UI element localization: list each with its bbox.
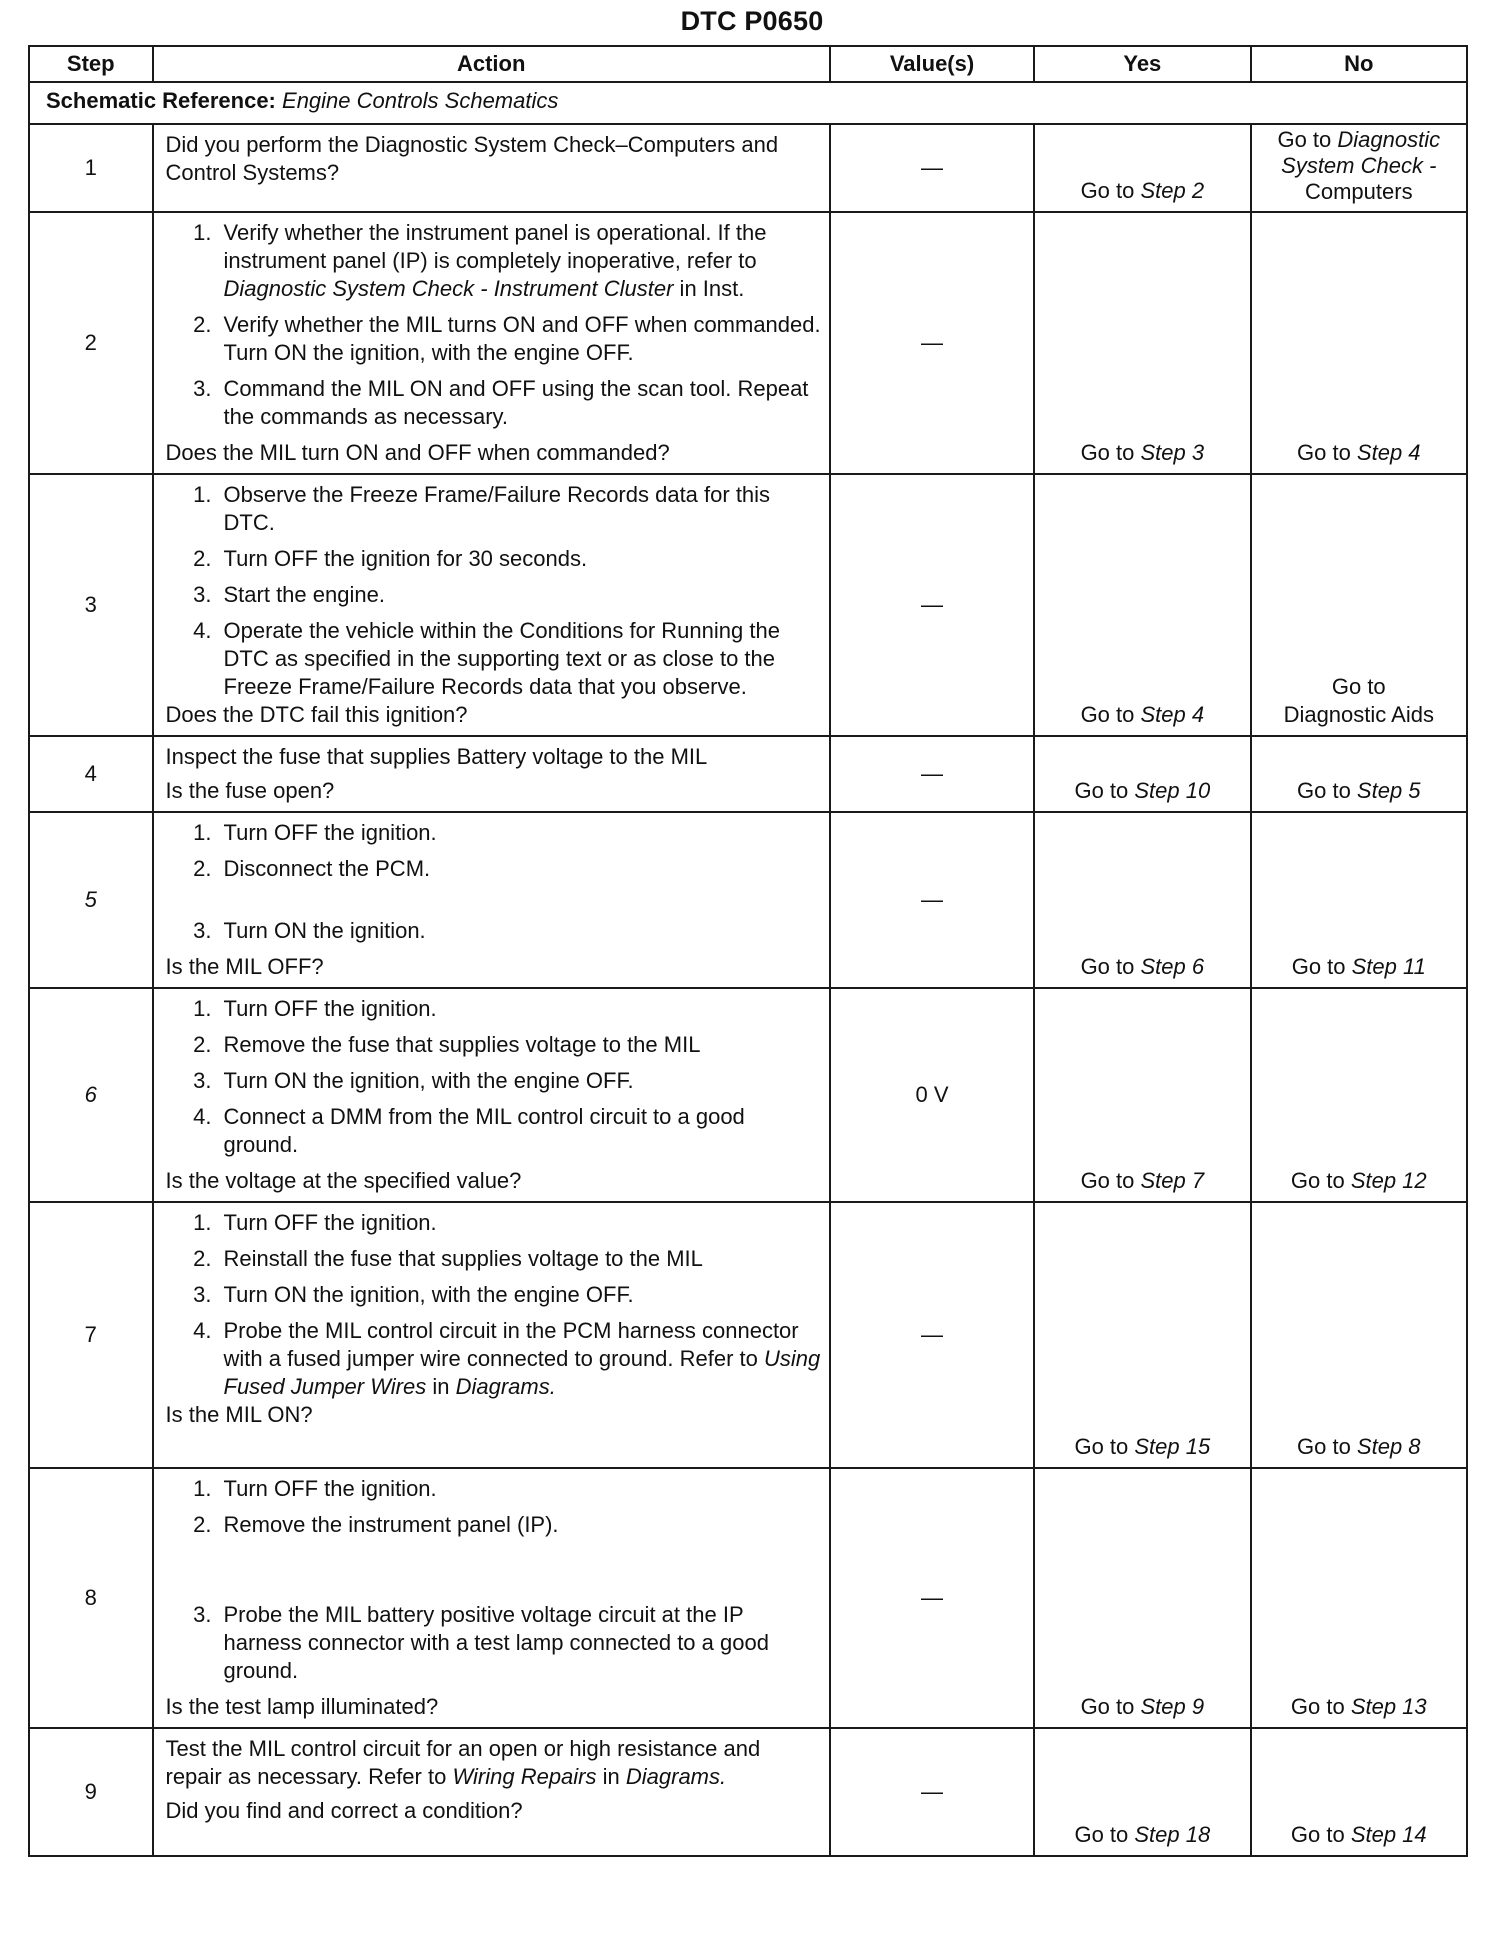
action-steps <box>166 1209 821 1401</box>
no-link[interactable]: Step 13 <box>1350 1694 1427 1719</box>
action-step-number: 4. <box>193 1104 212 1129</box>
table-row <box>29 736 1467 812</box>
action-step-text: Probe the MIL control circuit in the PCM harness connector with a fused jumper wire connected to ground. Refer to Using Fused Jumper Wires in Diagrams. <box>223 1318 821 1399</box>
action-step <box>166 995 821 1023</box>
action-cell <box>153 812 830 988</box>
action-step-text: Turn OFF the ignition. <box>223 1210 437 1235</box>
value-cell: — <box>830 124 1034 212</box>
value-cell: 0 V <box>830 988 1034 1202</box>
action-step-text: Turn OFF the ignition for 30 seconds. <box>223 546 588 571</box>
action-step-number: 3. <box>193 1282 212 1307</box>
no-prefix: Go to <box>1297 440 1357 465</box>
action-question: Is the MIL OFF? <box>165 954 324 979</box>
action-step-text: Start the engine. <box>223 582 385 607</box>
no-link[interactable]: Step 5 <box>1356 778 1421 803</box>
action-step-number: 3. <box>193 582 212 607</box>
action-steps <box>166 819 821 945</box>
action-cell <box>153 736 830 812</box>
column-header-value: Value(s) <box>830 46 1034 82</box>
no-cell <box>1251 736 1467 812</box>
action-step-number: 3. <box>193 1602 212 1627</box>
table-row <box>29 1468 1467 1728</box>
schematic-reference-row <box>29 82 1467 124</box>
no-prefix: Go to <box>1297 778 1357 803</box>
action-step <box>166 1245 821 1273</box>
action-step-number: 3. <box>193 376 212 401</box>
yes-prefix: Go to <box>1074 1434 1135 1459</box>
action-step-text: Turn OFF the ignition. <box>223 996 437 1021</box>
action-cell <box>153 1468 830 1728</box>
yes-cell <box>1034 1202 1250 1468</box>
column-header-yes: Yes <box>1034 46 1250 82</box>
step-number: 7 <box>29 1202 153 1468</box>
action-step-number: 2. <box>193 546 212 571</box>
action-step <box>166 1511 821 1539</box>
yes-cell <box>1034 474 1250 736</box>
action-step-text: Connect a DMM from the MIL control circuit to a good ground. <box>223 1104 745 1157</box>
action-step-number: 4. <box>193 1318 212 1343</box>
no-suffix: Computers <box>1304 179 1413 204</box>
yes-cell <box>1034 124 1250 212</box>
page-title: DTC P0650 <box>680 6 824 36</box>
no-prefix: Go to <box>1297 1434 1357 1459</box>
no-prefix: Go to <box>1331 674 1386 699</box>
action-question: Is the test lamp illuminated? <box>165 1694 439 1719</box>
action-step <box>166 855 821 883</box>
no-cell <box>1251 474 1467 736</box>
action-step-number: 1. <box>193 820 212 845</box>
action-step <box>166 1103 821 1159</box>
table-row <box>29 124 1467 212</box>
yes-prefix: Go to <box>1080 954 1141 979</box>
table-row <box>29 988 1467 1202</box>
no-cell <box>1251 1468 1467 1728</box>
action-step <box>166 1031 821 1059</box>
yes-prefix: Go to <box>1080 178 1141 203</box>
table-row <box>29 1202 1467 1468</box>
schematic-reference-value: Engine Controls Schematics <box>282 88 559 113</box>
action-step-text: Verify whether the instrument panel is operational. If the instrument panel (IP) is completely inoperative, refer to Diagnostic System Check - Instrument Cluster in Inst. <box>223 220 767 301</box>
action-step-text: Probe the MIL battery positive voltage circuit at the IP harness connector with a test lamp connected to a good ground. <box>223 1602 769 1683</box>
yes-link[interactable]: Step 2 <box>1140 178 1205 203</box>
action-step-text: Operate the vehicle within the Conditions for Running the DTC as specified in the supporting text or as close to the Freeze Frame/Failure Records data that you observe. <box>223 618 780 699</box>
no-link[interactable]: Step 4 <box>1356 440 1421 465</box>
column-header-step: Step <box>29 46 153 82</box>
action-step <box>166 1317 821 1401</box>
action-question: Did you find and correct a condition? <box>165 1798 523 1823</box>
no-prefix: Go to <box>1290 1822 1351 1847</box>
no-prefix: Go to <box>1290 1694 1351 1719</box>
action-text: Did you perform the Diagnostic System Check–Computers and Control Systems? <box>165 132 779 185</box>
action-step-number: 2. <box>193 1512 212 1537</box>
action-step-number: 1. <box>193 482 212 507</box>
action-step-text: Turn OFF the ignition. <box>223 820 437 845</box>
action-step-text: Verify whether the MIL turns ON and OFF when commanded. Turn ON the ignition, with the engine OFF. <box>223 312 821 365</box>
action-step-number: 1. <box>193 1476 212 1501</box>
yes-link[interactable]: Step 3 <box>1140 440 1205 465</box>
action-step-text: Turn ON the ignition, with the engine OFF. <box>223 1282 634 1307</box>
action-cell <box>153 212 830 474</box>
action-step <box>166 1067 821 1095</box>
yes-prefix: Go to <box>1080 1168 1141 1193</box>
action-step-number: 1. <box>193 996 212 1021</box>
value-cell: — <box>830 1728 1034 1856</box>
action-step-number: 2. <box>193 1246 212 1271</box>
yes-prefix: Go to <box>1074 778 1135 803</box>
action-step-text: Observe the Freeze Frame/Failure Records data for this DTC. <box>223 482 771 535</box>
no-cell <box>1251 124 1467 212</box>
action-text: Inspect the fuse that supplies Battery voltage to the MIL <box>165 744 708 769</box>
value-cell: — <box>830 1202 1034 1468</box>
no-prefix: Go to <box>1290 1168 1351 1193</box>
value-cell: — <box>830 1468 1034 1728</box>
table-header-row <box>29 46 1467 82</box>
schematic-reference <box>29 82 1467 124</box>
yes-prefix: Go to <box>1074 1822 1135 1847</box>
no-link[interactable]: Step 14 <box>1350 1822 1427 1847</box>
action-step <box>166 311 821 367</box>
action-step-text: Reinstall the fuse that supplies voltage to the MIL <box>223 1246 703 1271</box>
action-step-text: Turn ON the ignition. <box>223 918 426 943</box>
action-step <box>166 617 821 701</box>
action-step-text: Turn OFF the ignition. <box>223 1476 437 1501</box>
action-question: Does the DTC fail this ignition? <box>165 702 468 727</box>
action-step-number: 1. <box>193 1210 212 1235</box>
action-cell <box>153 124 830 212</box>
action-step <box>166 219 821 303</box>
yes-cell <box>1034 812 1250 988</box>
action-cell <box>153 474 830 736</box>
action-text: Test the MIL control circuit for an open or high resistance and repair as necessary. Refer to Wiring Repairs in Diagrams. <box>165 1736 761 1789</box>
yes-link[interactable]: Step 18 <box>1134 1822 1211 1847</box>
action-step <box>166 545 821 573</box>
column-header-action: Action <box>153 46 830 82</box>
yes-link[interactable]: Step 7 <box>1140 1168 1205 1193</box>
action-steps <box>166 219 821 431</box>
no-cell <box>1251 212 1467 474</box>
value-cell: — <box>830 736 1034 812</box>
yes-cell <box>1034 212 1250 474</box>
action-steps <box>166 995 821 1159</box>
yes-cell <box>1034 1728 1250 1856</box>
action-step-number: 2. <box>193 1032 212 1057</box>
value-cell: — <box>830 474 1034 736</box>
value-cell: — <box>830 812 1034 988</box>
action-step-number: 3. <box>193 1068 212 1093</box>
action-step-number: 1. <box>193 220 212 245</box>
yes-cell <box>1034 736 1250 812</box>
yes-cell <box>1034 988 1250 1202</box>
action-question: Is the fuse open? <box>165 778 335 803</box>
action-step <box>166 375 821 431</box>
no-prefix: Go to <box>1277 127 1338 152</box>
yes-link[interactable]: Step 10 <box>1134 778 1211 803</box>
value-cell: — <box>830 212 1034 474</box>
no-cell <box>1251 1202 1467 1468</box>
action-step-number: 3. <box>193 918 212 943</box>
action-step <box>166 1209 821 1237</box>
step-number: 5 <box>29 812 153 988</box>
action-step-text: Remove the fuse that supplies voltage to the MIL <box>223 1032 701 1057</box>
no-cell <box>1251 988 1467 1202</box>
table-row <box>29 212 1467 474</box>
action-step-number: 2. <box>193 312 212 337</box>
action-step <box>166 819 821 847</box>
action-step-number: 4. <box>193 618 212 643</box>
no-link[interactable]: Step 12 <box>1350 1168 1427 1193</box>
action-step-text: Remove the instrument panel (IP). <box>223 1512 559 1537</box>
no-cell <box>1251 812 1467 988</box>
no-link[interactable]: Diagnostic System Check - <box>1281 127 1441 178</box>
action-step <box>166 1281 821 1309</box>
action-question: Is the voltage at the specified value? <box>165 1168 522 1193</box>
action-question: Is the MIL ON? <box>165 1402 313 1427</box>
step-number: 6 <box>29 988 153 1202</box>
no-link[interactable]: Step 11 <box>1351 954 1426 979</box>
action-question: Does the MIL turn ON and OFF when commanded? <box>165 440 670 465</box>
yes-prefix: Go to <box>1080 702 1141 727</box>
action-steps <box>166 1475 821 1685</box>
yes-link[interactable]: Step 4 <box>1140 702 1205 727</box>
table-row <box>29 812 1467 988</box>
action-step <box>166 1601 821 1685</box>
action-cell <box>153 1728 830 1856</box>
no-prefix: Go to <box>1291 954 1352 979</box>
action-step <box>166 581 821 609</box>
action-steps <box>166 481 821 701</box>
no-link[interactable]: Diagnostic Aids <box>1283 702 1434 727</box>
step-number: 8 <box>29 1468 153 1728</box>
step-number: 3 <box>29 474 153 736</box>
dtc-table <box>28 45 1468 1857</box>
action-step <box>166 481 821 537</box>
action-cell <box>153 988 830 1202</box>
step-number: 9 <box>29 1728 153 1856</box>
no-link[interactable]: Step 8 <box>1356 1434 1421 1459</box>
action-step-text: Turn ON the ignition, with the engine OFF. <box>223 1068 634 1093</box>
action-cell <box>153 1202 830 1468</box>
action-step-text: Command the MIL ON and OFF using the scan tool. Repeat the commands as necessary. <box>223 376 809 429</box>
step-number: 4 <box>29 736 153 812</box>
action-step <box>166 917 821 945</box>
step-number: 2 <box>29 212 153 474</box>
table-row <box>29 1728 1467 1856</box>
yes-link[interactable]: Step 15 <box>1134 1434 1211 1459</box>
yes-prefix: Go to <box>1080 1694 1141 1719</box>
table-row <box>29 474 1467 736</box>
yes-link[interactable]: Step 6 <box>1140 954 1205 979</box>
action-step-text: Disconnect the PCM. <box>223 856 431 881</box>
column-header-no: No <box>1251 46 1467 82</box>
yes-cell <box>1034 1468 1250 1728</box>
yes-prefix: Go to <box>1080 440 1141 465</box>
action-step <box>166 1475 821 1503</box>
no-cell <box>1251 1728 1467 1856</box>
action-step-number: 2. <box>193 856 212 881</box>
yes-link[interactable]: Step 9 <box>1140 1694 1205 1719</box>
step-number: 1 <box>29 124 153 212</box>
schematic-reference-label: Schematic Reference: <box>46 88 276 113</box>
